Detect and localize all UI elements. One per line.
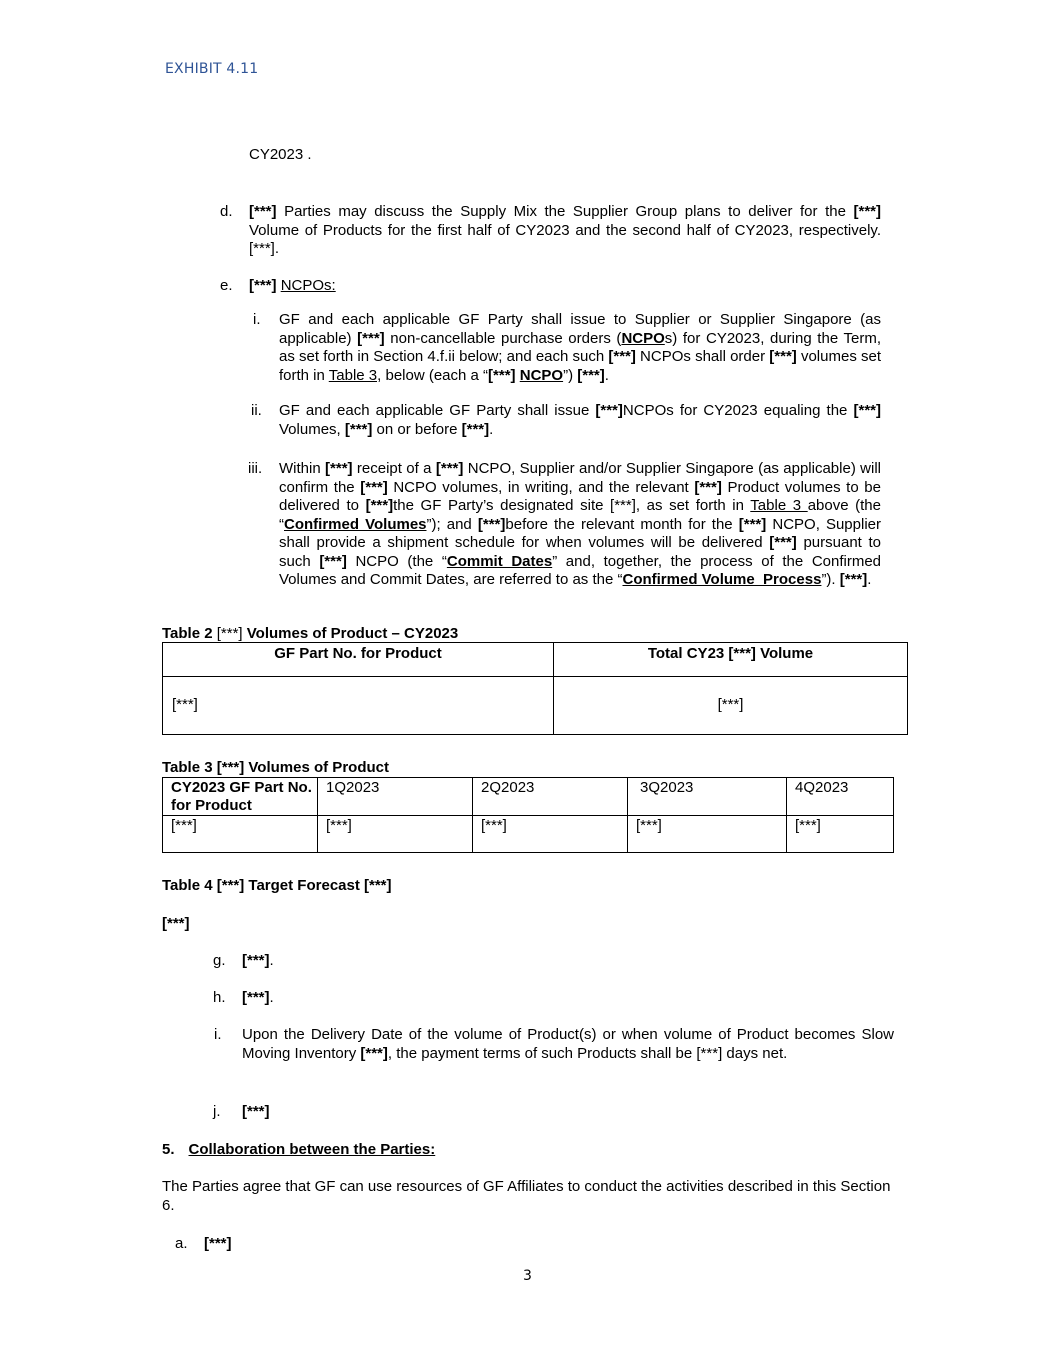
table2-header-part: GF Part No. for Product [163, 643, 554, 677]
table3 [162, 777, 894, 853]
intro-fragment: CY2023 . [249, 146, 312, 163]
table3-cell: [***] [628, 816, 787, 853]
table2 [162, 642, 908, 735]
item-i-label: i. [214, 1026, 222, 1043]
item-h-label: h. [213, 989, 226, 1006]
table3-cell: [***] [787, 816, 894, 853]
item-e-iii-label: iii. [248, 460, 263, 477]
table3-header-q3: 3Q2023 [628, 778, 787, 816]
item-g-text: [***]. [242, 952, 274, 969]
section5-item-a-label: a. [175, 1235, 188, 1252]
table3-cell: [***] [163, 816, 318, 853]
item-i-paragraph: Upon the Delivery Date of the volume of Product(s) or when volume of Product becomes Slow Moving Inventory [***], the payment terms of such Products shall be [***] days net. [242, 1026, 894, 1062]
item-e-iii-paragraph: Within [***] receipt of a [***] NCPO, Supplier and/or Supplier Singapore (as applicable) will confirm the [***] NCPO volumes, in writing, and the relevant [***] Product volumes to be delivered to [***]the GF Party’s designated site [***], as set forth in Table 3 above (the “Confirmed Volumes”); and [***]before the relevant month for the [***] NCPO, Supplier shall provide a shipment schedule for when volumes will be delivered [***] pursuant to such [***] NCPO (the “Commit Dates” and, together, the process of the Confirmed Volumes and Commit Dates, are referred to as the “Confirmed Volume Process”). [***]. [279, 460, 882, 588]
item-j-label: j. [213, 1103, 221, 1120]
table2-cell-part: [***] [163, 677, 554, 735]
section5-item-a-text: [***] [204, 1235, 232, 1252]
table3-header-q1: 1Q2023 [318, 778, 473, 816]
item-g-label: g. [213, 952, 226, 969]
item-h-text: [***]. [242, 989, 274, 1006]
item-e-heading: [***] NCPOs: [249, 277, 336, 294]
table3-caption: Table 3 [***] Volumes of Product [162, 759, 389, 776]
item-e-i-label: i. [253, 311, 261, 328]
item-j-text: [***] [242, 1103, 270, 1120]
item-e-ii-paragraph: GF and each applicable GF Party shall issue [***]NCPOs for CY2023 equaling the [***] Volumes, [***] on or before [***]. [279, 402, 882, 438]
item-e-i-paragraph: GF and each applicable GF Party shall issue to Supplier or Supplier Singapore (as applicable) [***] non-cancellable purchase orders (NCPOs) for CY2023, during the Term, as set forth in Section 4.f.ii below; and each such [***] NCPOs shall order [***] volumes set forth in Table 3, below (each a “[***] NCPO”) [***]. [279, 311, 881, 384]
item-d-label: d. [220, 203, 233, 220]
item-d-paragraph: [***] Parties may discuss the Supply Mix the Supplier Group plans to deliver for the [***] Volume of Products for the first half of CY2023 and the second half of CY2023, respectively. [***]. [249, 203, 881, 257]
table3-header-part: CY2023 GF Part No. for Product [163, 778, 318, 816]
table3-cell: [***] [473, 816, 628, 853]
table2-cell-volume: [***] [554, 677, 908, 735]
redacted-block: [***] [162, 915, 190, 932]
section5-heading: 5. Collaboration between the Parties: [162, 1141, 436, 1158]
section5-body: The Parties agree that GF can use resources of GF Affiliates to conduct the activities described in this Section 6. [162, 1178, 891, 1214]
table3-header-q4: 4Q2023 [787, 778, 894, 816]
table3-header-q2: 2Q2023 [473, 778, 628, 816]
table4-caption: Table 4 [***] Target Forecast [***] [162, 877, 392, 894]
exhibit-label: EXHIBIT 4.11 [165, 61, 259, 77]
item-e-label: e. [220, 277, 233, 294]
table3-cell: [***] [318, 816, 473, 853]
page-number: 3 [523, 1268, 532, 1284]
item-e-ii-label: ii. [251, 402, 262, 419]
table2-header-volume: Total CY23 [***] Volume [554, 643, 908, 677]
table2-caption: Table 2 [***] Volumes of Product – CY2023 [162, 625, 459, 642]
